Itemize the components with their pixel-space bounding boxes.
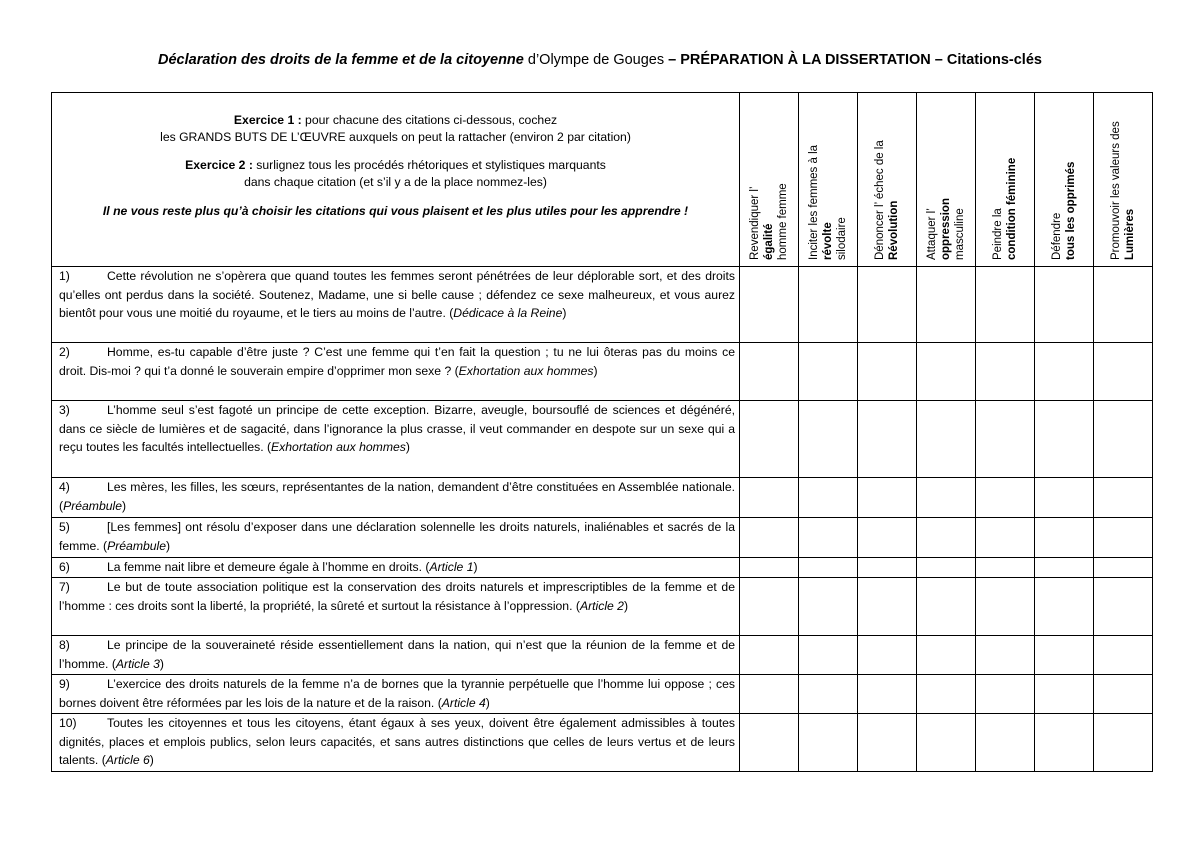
- checkbox-cell[interactable]: [917, 478, 976, 518]
- column-header-revolution: Dénoncer l’ échec de la Révolution: [858, 93, 917, 267]
- column-header-oppressed: Défendre tous les opprimés: [1035, 93, 1094, 267]
- checkbox-cell[interactable]: [917, 558, 976, 578]
- checkbox-cell[interactable]: [799, 714, 858, 772]
- checkbox-cell[interactable]: [740, 401, 799, 478]
- quote-number: 1): [59, 269, 70, 283]
- quote-row: [52, 401, 1153, 478]
- checkbox-cell[interactable]: [976, 267, 1035, 343]
- checkbox-cell[interactable]: [976, 343, 1035, 401]
- quote-number: 5): [59, 520, 70, 534]
- quote-row: [52, 636, 1153, 675]
- checkbox-cell[interactable]: [799, 478, 858, 518]
- quote-source: Article 2: [579, 598, 624, 613]
- exercise-1-line2: les GRANDS BUTS DE L’ŒUVRE auxquels on peut la rattacher (environ 2 par citation): [160, 130, 631, 144]
- quote-text: L’homme seul s’est fagoté un principe de cette exception. Bizarre, aveugle, boursouflé de sciences et dégénéré, dans ce siècle de lumières et de sagacité, dans l’ignorance la plus crasse, il veut commander en despote sur un sexe qui a reçu toutes les facultés intellectuelles.: [59, 403, 735, 454]
- checkbox-cell[interactable]: [1094, 636, 1153, 675]
- checkbox-cell[interactable]: [858, 518, 917, 558]
- exercise-2-line2: dans chaque citation (et s’il y a de la place nommez-les): [244, 175, 547, 189]
- quote-source: Article 3: [115, 656, 160, 671]
- quote-cell: 7) Le but de toute association politique est la conservation des droits naturels et imprescriptibles de la femme et de l’homme : ces droits sont la liberté, la propriété, la sûreté et surtout la résistance à l’oppression. (Article 2): [52, 578, 740, 636]
- column-header-condition: Peindre la condition féminine: [976, 93, 1035, 267]
- checkbox-cell[interactable]: [917, 675, 976, 714]
- quote-text: La femme nait libre et demeure égale à l’homme en droits.: [107, 560, 426, 574]
- checkbox-cell[interactable]: [799, 636, 858, 675]
- checkbox-cell[interactable]: [1094, 478, 1153, 518]
- quote-text: Toutes les citoyennes et tous les citoyens, étant égaux à ses yeux, doivent être également admissibles à toutes dignités, places et emplois publics, selon leurs capacités, et sans autres distinctions que celles de leurs vertus et de leurs talents.: [59, 716, 735, 767]
- checkbox-cell[interactable]: [858, 401, 917, 478]
- checkbox-cell[interactable]: [917, 267, 976, 343]
- checkbox-cell[interactable]: [1094, 401, 1153, 478]
- page-title: [0, 52, 1200, 68]
- checkbox-cell[interactable]: [1035, 675, 1094, 714]
- quote-cell: 5) [Les femmes] ont résolu d’exposer dans une déclaration solennelle les droits naturels, inaliénables et sacrés de la femme. (Préambule): [52, 518, 740, 558]
- quote-number: 9): [59, 677, 70, 691]
- checkbox-cell[interactable]: [740, 518, 799, 558]
- checkbox-cell[interactable]: [740, 714, 799, 772]
- checkbox-cell[interactable]: [1035, 518, 1094, 558]
- exercise-1-text: pour chacune des citations ci-dessous, cochez: [301, 113, 558, 127]
- checkbox-cell[interactable]: [1094, 267, 1153, 343]
- checkbox-cell[interactable]: [1035, 343, 1094, 401]
- checkbox-cell[interactable]: [917, 401, 976, 478]
- quote-row: [52, 714, 1153, 772]
- checkbox-cell[interactable]: [858, 714, 917, 772]
- checkbox-cell[interactable]: [976, 714, 1035, 772]
- quote-source: Article 1: [429, 560, 474, 574]
- quote-cell: 6) La femme nait libre et demeure égale à l’homme en droits. (Article 1): [52, 558, 740, 578]
- checkbox-cell[interactable]: [976, 401, 1035, 478]
- checkbox-cell[interactable]: [740, 558, 799, 578]
- checkbox-cell[interactable]: [740, 675, 799, 714]
- checkbox-cell[interactable]: [1035, 267, 1094, 343]
- quote-text: L’exercice des droits naturels de la femme n’a de bornes que la tyrannie perpétuelle que l’homme lui oppose ; ces bornes doivent être réformées par les lois de la nature et de la raison.: [59, 677, 735, 710]
- checkbox-cell[interactable]: [858, 675, 917, 714]
- checkbox-cell[interactable]: [1035, 401, 1094, 478]
- quote-number: 3): [59, 403, 70, 417]
- checkbox-cell[interactable]: [976, 578, 1035, 636]
- checkbox-cell[interactable]: [976, 518, 1035, 558]
- checkbox-cell[interactable]: [799, 343, 858, 401]
- checkbox-cell[interactable]: [799, 558, 858, 578]
- checkbox-cell[interactable]: [917, 578, 976, 636]
- quote-source: Exhortation aux hommes: [458, 363, 594, 378]
- quote-number: 4): [59, 480, 70, 494]
- quote-row: [52, 578, 1153, 636]
- checkbox-cell[interactable]: [858, 578, 917, 636]
- column-header-lumieres: Promouvoir les valeurs des Lumières: [1094, 93, 1153, 267]
- checkbox-cell[interactable]: [799, 675, 858, 714]
- quote-row: [52, 267, 1153, 343]
- column-header-equality: Revendiquer l’ égalité homme femme: [740, 93, 799, 267]
- quote-cell: 3) L’homme seul s’est fagoté un principe de cette exception. Bizarre, aveugle, boursouflé de sciences et dégénéré, dans ce siècle de lumières et de sagacité, dans l’ignorance la plus crasse, il veut commander en despote sur un sexe qui a reçu toutes les facultés intellectuelles. (Exhortation aux hommes): [52, 401, 740, 478]
- checkbox-cell[interactable]: [740, 636, 799, 675]
- checkbox-cell[interactable]: [976, 636, 1035, 675]
- checkbox-cell[interactable]: [917, 518, 976, 558]
- instructions-cell: [52, 93, 740, 267]
- checkbox-cell[interactable]: [976, 558, 1035, 578]
- checkbox-cell[interactable]: [1094, 518, 1153, 558]
- checkbox-cell[interactable]: [917, 714, 976, 772]
- checkbox-cell[interactable]: [1094, 675, 1153, 714]
- worksheet-table: [51, 92, 1153, 772]
- checkbox-cell[interactable]: [917, 636, 976, 675]
- quote-row: [52, 675, 1153, 714]
- checkbox-cell[interactable]: [740, 578, 799, 636]
- checkbox-cell[interactable]: [1035, 714, 1094, 772]
- quote-row: [52, 518, 1153, 558]
- quote-text: Le but de toute association politique est la conservation des droits naturels et imprescriptibles de la femme et de l’homme : ces droits sont la liberté, la propriété, la sûreté et surtout la résistance à l’oppression.: [59, 580, 735, 613]
- quote-cell: 4) Les mères, les filles, les sœurs, représentantes de la nation, demandent d’être constituées en Assemblée nationale. (Préambule): [52, 478, 740, 518]
- quote-source: Article 6: [105, 753, 150, 767]
- exercise-1-label: Exercice 1 :: [233, 113, 302, 127]
- checkbox-cell[interactable]: [1035, 558, 1094, 578]
- header-row: [52, 93, 1153, 267]
- checkbox-cell[interactable]: [740, 343, 799, 401]
- instructions-note: Il ne vous reste plus qu’à choisir les citations qui vous plaisent et les plus utiles pour les apprendre !: [102, 204, 689, 218]
- checkbox-cell[interactable]: [1094, 578, 1153, 636]
- checkbox-cell[interactable]: [1094, 558, 1153, 578]
- quote-text: Le principe de la souveraineté réside essentiellement dans la nation, qui n’est que la réunion de la femme et de l’homme.: [59, 638, 735, 671]
- quote-row: [52, 343, 1153, 401]
- checkbox-cell[interactable]: [1035, 636, 1094, 675]
- quote-source: Préambule: [107, 538, 167, 553]
- checkbox-cell[interactable]: [858, 558, 917, 578]
- checkbox-cell[interactable]: [858, 343, 917, 401]
- quote-text: Les mères, les filles, les sœurs, représentantes de la nation, demandent d’être constituées en Assemblée nationale.: [107, 480, 735, 494]
- checkbox-cell[interactable]: [858, 267, 917, 343]
- checkbox-cell[interactable]: [799, 401, 858, 478]
- checkbox-cell[interactable]: [1094, 714, 1153, 772]
- quote-cell: 10) Toutes les citoyennes et tous les citoyens, étant égaux à ses yeux, doivent être également admissibles à toutes dignités, places et emplois publics, selon leurs capacités, et sans autres distinctions que celles de leurs vertus et de leurs talents. (Article 6): [52, 714, 740, 772]
- exercise-2-text: surlignez tous les procédés rhétoriques et stylistiques marquants: [252, 158, 606, 172]
- quote-source: Article 4: [441, 695, 486, 710]
- column-header-oppression: Attaquer l’ oppression masculine: [917, 93, 976, 267]
- checkbox-cell[interactable]: [740, 267, 799, 343]
- checkbox-cell[interactable]: [799, 267, 858, 343]
- quote-cell: 2) Homme, es-tu capable d’être juste ? C’est une femme qui t’en fait la question ; tu ne lui ôteras pas du moins ce droit. Dis-moi ? qui t’a donné le souverain empire d’opprimer mon sexe ? (Exhortation aux hommes): [52, 343, 740, 401]
- checkbox-cell[interactable]: [858, 478, 917, 518]
- work-title: Déclaration des droits de la femme et de la citoyenne: [158, 52, 524, 68]
- column-header-revolt: Inciter les femmes à la révolte silodaire: [799, 93, 858, 267]
- checkbox-cell[interactable]: [740, 478, 799, 518]
- quote-number: 10): [59, 716, 77, 730]
- checkbox-cell[interactable]: [976, 675, 1035, 714]
- quote-number: 8): [59, 638, 70, 652]
- quote-cell: 9) L’exercice des droits naturels de la femme n’a de bornes que la tyrannie perpétuelle que l’homme lui oppose ; ces bornes doivent être réformées par les lois de la nature et de la raison. (Article 4): [52, 675, 740, 714]
- quote-text: Homme, es-tu capable d’être juste ? C’est une femme qui t’en fait la question ; tu ne lui ôteras pas du moins ce droit. Dis-moi ? qui t’a donné le souverain empire d’opprimer mon sexe ?: [59, 345, 735, 378]
- checkbox-cell[interactable]: [799, 518, 858, 558]
- quote-cell: 8) Le principe de la souveraineté réside essentiellement dans la nation, qui n’est que la réunion de la femme et de l’homme. (Article 3): [52, 636, 740, 675]
- checkbox-cell[interactable]: [1035, 578, 1094, 636]
- quote-number: 7): [59, 580, 70, 594]
- quote-text: Cette révolution ne s’opèrera que quand toutes les femmes seront pénétrées de leur déplorable sort, et des droits qu’elles ont perdus dans la société. Soutenez, Madame, une si belle cause ; défendez ce sexe malheureux, et vous aurez bientôt pour vous une moitié du royaume, et le tiers au moins de l’autre.: [59, 269, 735, 320]
- quote-source: Dédicace à la Reine: [453, 306, 563, 320]
- checkbox-cell[interactable]: [917, 343, 976, 401]
- quote-text: [Les femmes] ont résolu d’exposer dans une déclaration solennelle les droits naturels, inaliénables et sacrés de la femme.: [59, 520, 735, 553]
- quote-source: Préambule: [63, 498, 123, 513]
- title-subject: – PRÉPARATION À LA DISSERTATION – Citations-clés: [664, 52, 1042, 68]
- author-name: d’Olympe de Gouges: [523, 52, 665, 68]
- checkbox-cell[interactable]: [858, 636, 917, 675]
- quote-number: 2): [59, 345, 70, 359]
- quote-cell: 1) Cette révolution ne s’opèrera que quand toutes les femmes seront pénétrées de leur déplorable sort, et des droits qu’elles ont perdus dans la société. Soutenez, Madame, une si belle cause ; défendez ce sexe malheureux, et vous aurez bientôt pour vous une moitié du royaume, et le tiers au moins de l’autre. (Dédicace à la Reine): [52, 267, 740, 343]
- checkbox-cell[interactable]: [1094, 343, 1153, 401]
- checkbox-cell[interactable]: [1035, 478, 1094, 518]
- quote-row: [52, 478, 1153, 518]
- quote-row: [52, 558, 1153, 578]
- exercise-2-label: Exercice 2 :: [185, 158, 253, 172]
- quote-number: 6): [59, 560, 70, 574]
- quote-source: Exhortation aux hommes: [271, 440, 406, 454]
- checkbox-cell[interactable]: [799, 578, 858, 636]
- checkbox-cell[interactable]: [976, 478, 1035, 518]
